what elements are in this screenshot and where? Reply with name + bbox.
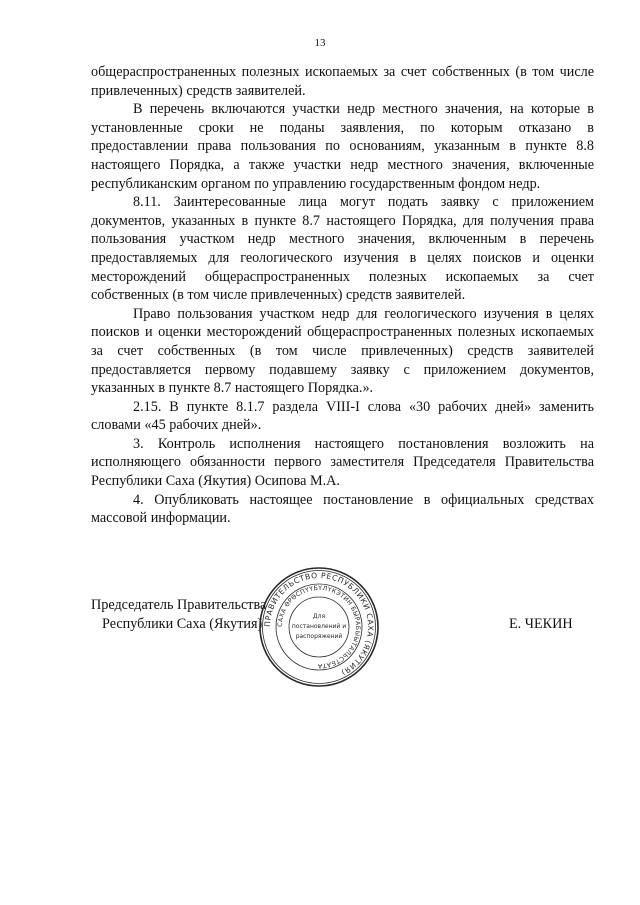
official-seal-stamp (258, 566, 380, 688)
signatory-title-line1: Председатель Правительства (91, 597, 267, 613)
page-number: 13 (314, 37, 326, 49)
paragraph-8-11: 8.11. Заинтересованные лица могут подать заявку с приложением документов, указанных в пункте 8.7 настоящего Порядка, для получения права пользования участком недр местного значения, включенным в перечень предоставляемых для геологического изучения в целях поисков и оценки месторождений общераспространенных полезных ископаемых за счет собственных (в том числе привлеченных) средств заявителей. (91, 194, 594, 304)
paragraph-2-15: 2.15. В пункте 8.1.7 раздела VIII-I слова «30 рабочих дней» заменить словами «45 рабочих дней». (91, 398, 594, 434)
seal-inner-text: САХА ӨРӨСПҮҮБҮЛҮКЭТИН БЫРАБЫЫТАЛЬСТБАТА (276, 584, 362, 670)
paragraph-control: 3. Контроль исполнения настоящего постановления возложить на исполняющего обязанности первого заместителя Председателя Правительства Республики Саха (Якутия) Осипова М.А. (91, 435, 594, 490)
signatory-name: Е. ЧЕКИН (509, 616, 573, 632)
seal-center-line1: Для (312, 613, 326, 620)
paragraph-continuation: общераспространенных полезных ископаемых за счет собственных (в том числе привлеченных) средств заявителей. (91, 64, 594, 99)
seal-center-line3: распоряжений (295, 633, 343, 640)
signatory-title-line2: Республики Саха (Якутия) (102, 616, 263, 632)
paragraph-right-of-use: Право пользования участком недр для геологического изучения в целях поисков и оценки месторождений общераспространенных полезных ископаемых за счет собственных (в том числе привлеченных) средств заявителей предоставляется первому подавшему заявку с приложением документов, указанных в пункте 8.7 настоящего Порядка.». (91, 305, 594, 397)
seal-center-line2: постановлений и (291, 623, 347, 630)
paragraph-list-inclusion: В перечень включаются участки недр местного значения, на которые в установленные сроки не поданы заявления, по которым отказано в предоставлении права пользования по основаниям, указанным в пункте 8.8 настоящего Порядка, а также участки недр местного значения, включенные республиканским органом по управлению государственным фондом недр. (91, 101, 594, 192)
paragraph-publish: 4. Опубликовать настоящее постановление в официальных средствах массовой информации. (91, 491, 594, 527)
document-body (91, 63, 594, 528)
seal-outer-text: ПРАВИТЕЛЬСТВО РЕСПУБЛИКИ САХА (ЯКУТИЯ) (262, 570, 376, 678)
